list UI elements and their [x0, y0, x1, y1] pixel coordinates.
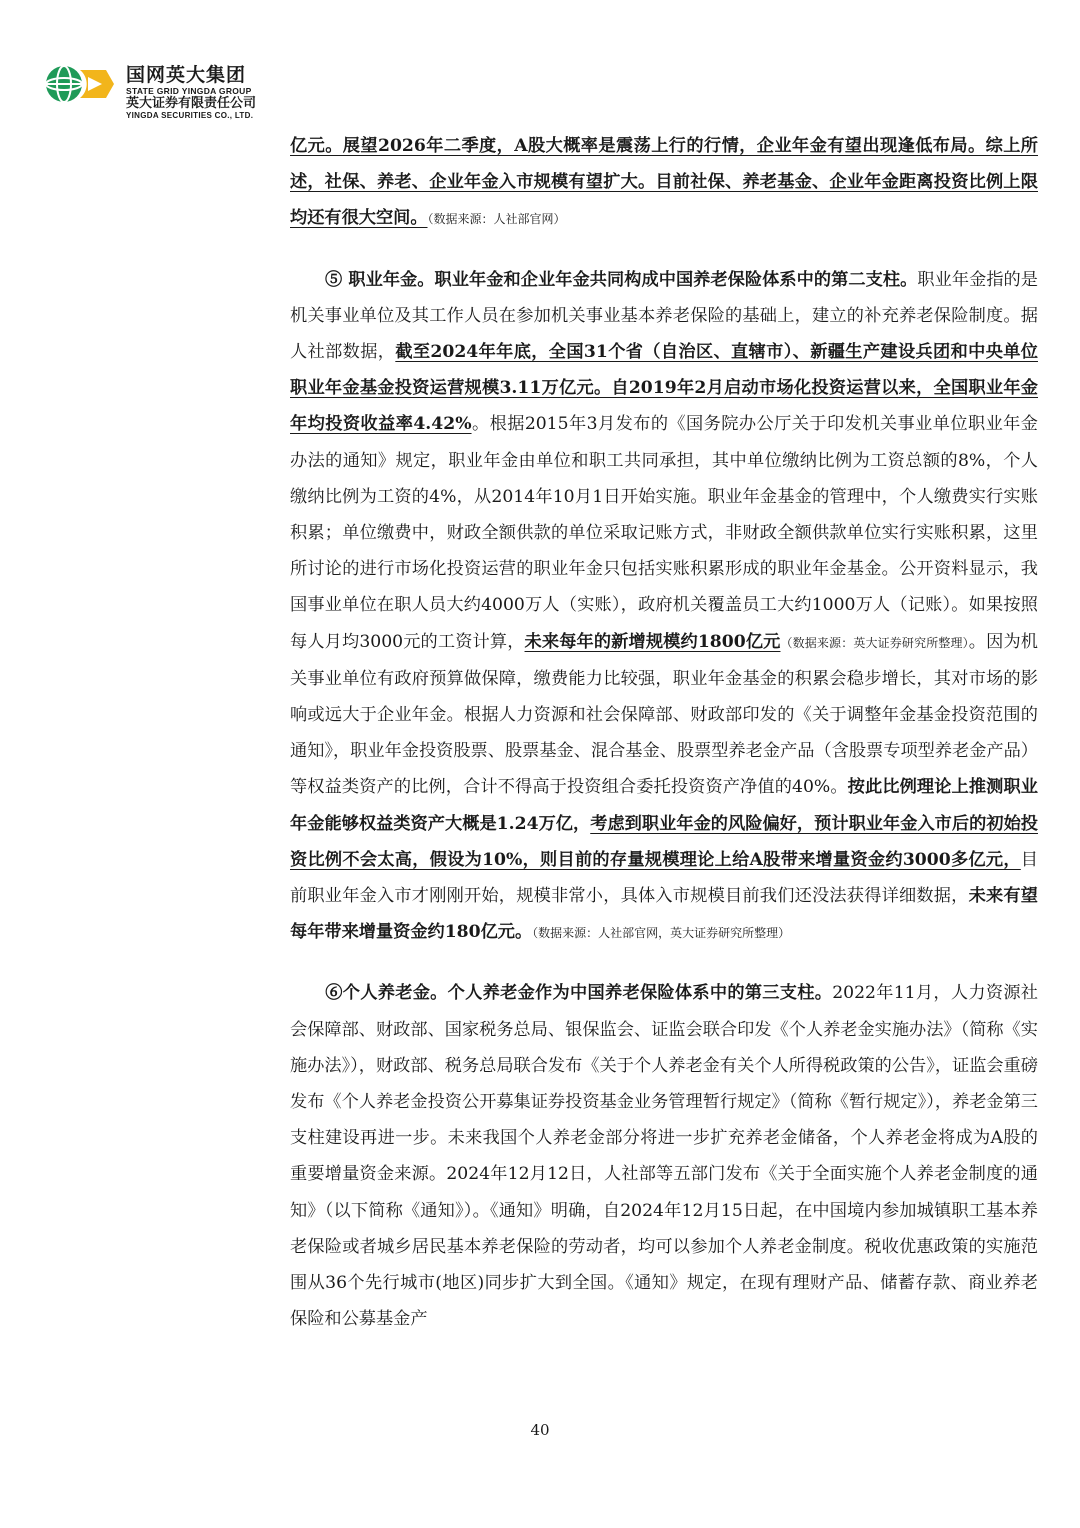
subsidiary-name-en: YINGDA SECURITIES CO., LTD. — [126, 111, 254, 120]
body-text: 。根据2015年3月发布的《国务院办公厅关于印发机关事业单位职业年金办法的通知》规定，职业年金由单位和职工共同承担，其中单位缴纳比例为工资总额的8%，个人缴纳比例为工资的4%，从2014年10月1日开始实施。职业年金基金的管理中，个人缴费实行实账积累；单位缴费中，财政全额供款的单位采取记账方式，非财政全额供款单位实行实账积累，这里所讨论的进行市场化投资运营的职业年金只包括实账积累形成的职业年金基金。公开资料显示，我国事业单位在职人员大约4000万人（实账），政府机关覆盖员工大约1000万人（记账）。如果按照每人月均3000元的工资计算， — [290, 414, 1038, 652]
paragraph-personal-pension — [290, 975, 1038, 1337]
source-note: （数据来源：人社部官网） — [427, 212, 566, 227]
bold-underlined-text: 未来每年的新增规模约1800亿元 — [524, 631, 781, 652]
source-note: （数据来源：英大证券研究所整理） — [780, 635, 969, 650]
bold-underlined-text: 考虑到职业年金的风险偏好，预计职业年金入市后的初始投资比例不会太高，假设为10%，则目前的存量规模理论上给A股带来增量资金约3000多亿元， — [290, 813, 1038, 870]
body-text: 。因为机关事业单位有政府预算做保障，缴费能力比较强，职业年金基金的积累会稳步增长，其对市场的影响或远大于企业年金。根据人力资源和社会保障部、财政部印发的《关于调整年金基金投资范围的通知》，职业年金投资股票、股票基金、混合基金、股票型养老金产品（含股票专项型养老金产品）等权益类资产的比例，合计不得高于投资组合委托投资资产净值的40%。 — [290, 631, 1038, 798]
paragraph-pension-summary — [290, 128, 1038, 238]
body-text: 职业年金指的是机关事业单位及其工作人员在参加机关事业基本养老保险的基础上，建立的补充养老保险制度。据人社部数据， — [290, 269, 1038, 363]
company-name-en: STATE GRID YINGDA GROUP — [126, 86, 252, 96]
subsidiary-name-cn: 英大证券有限责任公司 — [126, 96, 257, 111]
state-grid-logo-icon — [44, 64, 116, 104]
logo-text — [126, 64, 356, 120]
document-body — [290, 128, 1038, 1338]
body-text: 目前职业年金入市才刚刚开始，规模非常小，具体入市规模目前我们还没法获得详细数据， — [290, 849, 1038, 907]
paragraph-occupational-annuity — [290, 262, 1038, 952]
section-heading: ⑥个人养老金。个人养老金作为中国养老保险体系中的第三支柱。 — [325, 983, 833, 1004]
bold-underlined-text: 截至2024年年底，全国31个省（自治区、直辖市）、新疆生产建设兵团和中央单位职业年金基金投资运营规模3.11万亿元。自2019年2月启动市场化投资运营以来，全国职业年金年均投资收益率4.42% — [290, 342, 1038, 435]
bold-text: 按此比例理论上推测职业年金能够权益类资产大概是1.24万亿， — [290, 777, 1038, 834]
source-note: （数据来源：人社部官网，英大证券研究所整理） — [532, 926, 791, 941]
company-name-cn: 国网英大集团 — [126, 64, 247, 86]
bold-underlined-text: 亿元。展望2026年二季度，A股大概率是震荡上行的行情，企业年金有望出现逢低布局。综上所述，社保、养老、企业年金入市规模有望扩大。目前社保、养老基金、企业年金距离投资比例上限均还有很大空间。 — [290, 136, 1038, 229]
bold-text: 未来有望每年带来增量资金约180亿元。 — [290, 886, 1038, 943]
page-number: 40 — [530, 1421, 550, 1439]
section-heading: ⑤ 职业年金。职业年金和企业年金共同构成中国养老保险体系中的第二支柱。 — [325, 269, 918, 290]
body-text: 2022年11月，人力资源社会保障部、财政部、国家税务总局、银保监会、证监会联合印发《个人养老金实施办法》（简称《实施办法》），财政部、税务总局联合发布《关于个人养老金有关个人所得税政策的公告》，证监会重磅发布《个人养老金投资公开募集证券投资基金业务管理暂行规定》（简称《暂行规定》），养老金第三支柱建设再进一步。未来我国个人养老金部分将进一步扩充养老金储备，个人养老金将成为A股的重要增量资金来源。2024年12月12日，人社部等五部门发布《关于全面实施个人养老金制度的通知》（以下简称《通知》）。《通知》明确，自2024年12月15日起，在中国境内参加城镇职工基本养老保险或者城乡居民基本养老保险的劳动者，均可以参加个人养老金制度。税收优惠政策的实施范围从36个先行城市(地区)同步扩大到全国。《通知》规定，在现有理财产品、储蓄存款、商业养老保险和公募基金产 — [290, 983, 1038, 1330]
